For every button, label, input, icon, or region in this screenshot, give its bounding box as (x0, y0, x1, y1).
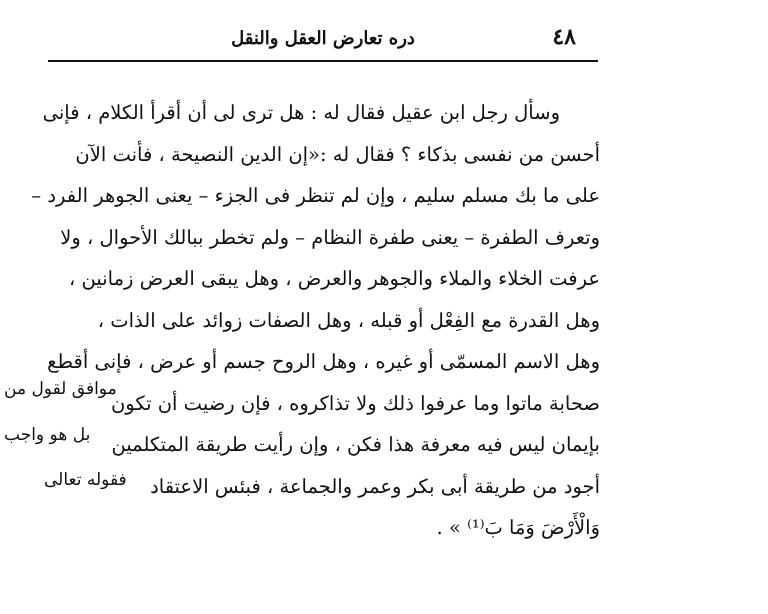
text-line: عرفت الخلاء والملاء والجوهر والعرض ، وهل يبقى العرض زمانين ، (69, 267, 600, 290)
running-title: دره تعارض العقل والنقل (231, 28, 415, 49)
text-line: وَالْأَرْضَ وَمَا بَ⁽¹⁾ » . (436, 516, 600, 539)
header-rule (48, 60, 598, 62)
text-line: وتعرف الطفرة – يعنى طفرة النظام – ولم تخطر ببالك الأحوال ، ولا (60, 225, 600, 249)
page-header (48, 18, 598, 58)
text-line: وهل الاسم المسمّى أو غيره ، وهل الروح جسم أو عرض ، فإنى أقطع (47, 350, 600, 373)
margin-note: موافق لقول من (4, 379, 117, 399)
text-line: وهل القدرة مع الفِعْل أو قبله ، وهل الصفات زوائد على الذات ، (97, 308, 600, 332)
text-line: بإيمان ليس فيه معرفة هذا فكن ، وإن رأيت طريقة المتكلمين (111, 433, 600, 456)
text-line: صحابة ماتوا وما عرفوا ذلك ولا تذاكروه ، فإن رضيت أن تكون (110, 391, 600, 415)
text-line: على ما بك مسلم سليم ، وإن لم تنظر فى الجزء – يعنى الجوهر الفرد – (31, 184, 600, 207)
text-line: وسأل رجل ابن عقيل فقال له : هل ترى لى أن أقرأ الكلام ، فإنى (42, 101, 560, 124)
page-number: ٤٨ (552, 24, 576, 50)
text-line: أجود من طريقة أبى بكر وعمر والجماعة ، فبئس الاعتقاد (150, 474, 600, 498)
text-line: أحسن من نفسى بذكاء ؟ فقال له :«إن الدين النصيحة ، فأنت الآن (75, 142, 600, 166)
margin-note: فقوله تعالى (44, 470, 127, 490)
margin-note: بل هو واجب (4, 425, 91, 445)
